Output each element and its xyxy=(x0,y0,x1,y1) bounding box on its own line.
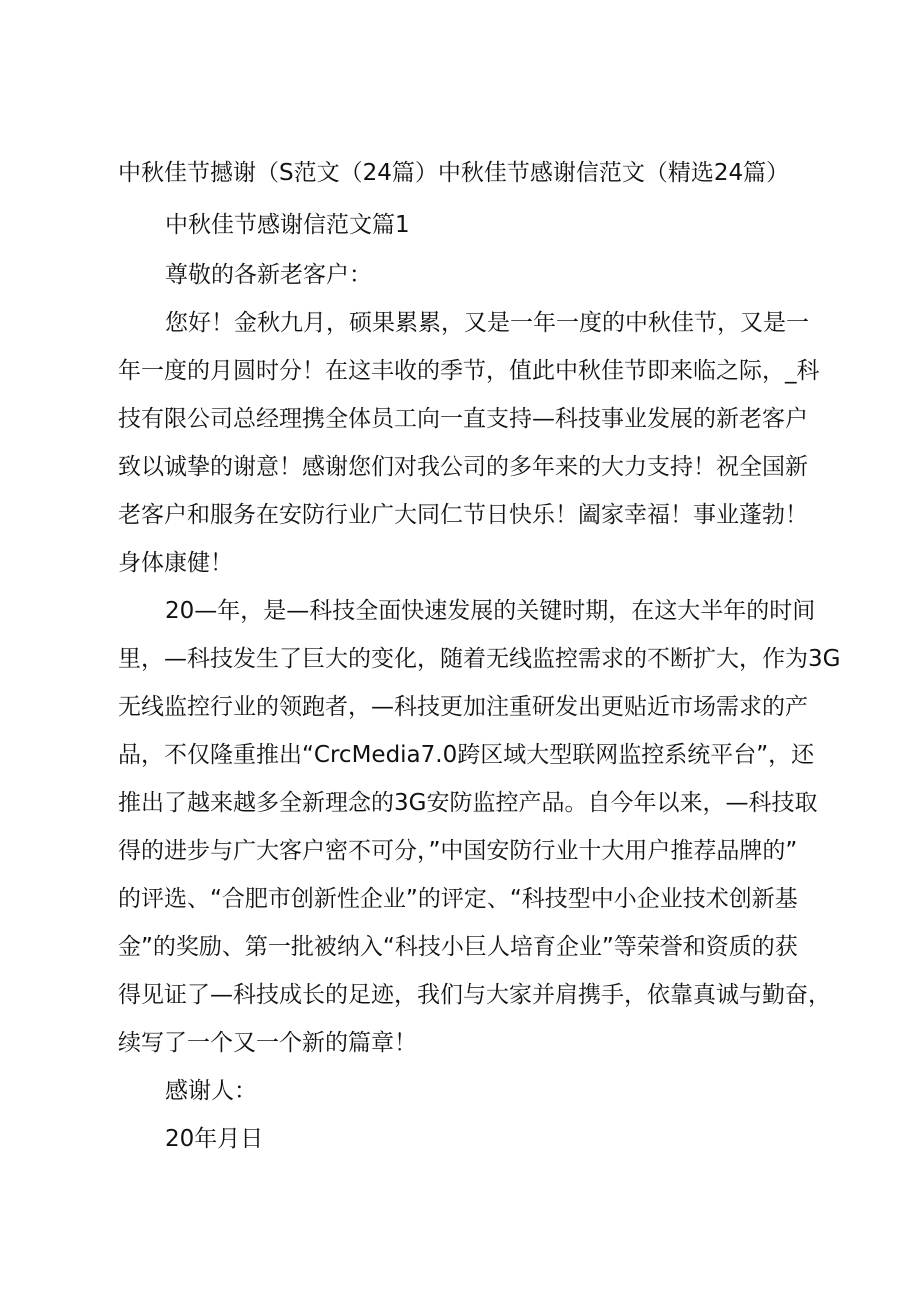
paragraph-line: 得见证了—科技成长的足迹，我们与大家并肩携手，依靠真诚与勤奋， xyxy=(118,982,831,1008)
paragraph-line: 技有限公司总经理携全体员工向一直支持—科技事业发展的新老客户 xyxy=(118,406,808,432)
paragraph-line: 20—年，是—科技全面快速发展的关键时期，在这大半年的时间 xyxy=(165,598,816,624)
salutation: 尊敬的各新老客户： xyxy=(165,262,372,288)
document-title: 中秋佳节撼谢（S范文（24篇）中秋佳节感谢信范文（精选24篇） xyxy=(118,160,790,186)
paragraph-line: 老客户和服务在安防行业广大同仁节日快乐！阖家幸福！事业蓬勃！ xyxy=(118,502,808,528)
paragraph-line: 无线监控行业的领跑者，—科技更加注重研发出更贴近市场需求的产 xyxy=(118,694,808,720)
document-subtitle: 中秋佳节感谢信范文篇1 xyxy=(165,212,410,238)
paragraph-line: 年一度的月圆时分！在这丰收的季节，值此中秋佳节即来临之际，_科 xyxy=(118,358,820,384)
paragraph-line: 续写了一个又一个新的篇章！ xyxy=(118,1030,417,1056)
paragraph-line: 里，—科技发生了巨大的变化，随着无线监控需求的不断扩大，作为3G xyxy=(118,646,841,672)
paragraph-line: 致以诚挚的谢意！感谢您们对我公司的多年来的大力支持！祝全国新 xyxy=(118,454,808,480)
signature-label: 感谢人： xyxy=(165,1078,257,1104)
paragraph-line: 金”的奖励、第一批被纳入“科技小巨人培育企业”等荣誉和资质的获 xyxy=(118,934,798,960)
paragraph-line: 得的进步与广大客户密不可分，”中国安防行业十大用户推荐品牌的” xyxy=(118,838,798,864)
date-line: 20年月日 xyxy=(165,1126,264,1152)
paragraph-line: 身体康健！ xyxy=(118,550,233,576)
paragraph-line: 品，不仅隆重推出“CrcMedia7.0跨区域大型联网监控系统平台”，还 xyxy=(118,742,815,768)
paragraph-line: 的评选、“合肥市创新性企业”的评定、“科技型中小企业技术创新基 xyxy=(118,886,798,912)
paragraph-line: 您好！金秋九月，硕果累累，又是一年一度的中秋佳节，又是一 xyxy=(165,310,809,336)
paragraph-line: 推出了越来越多全新理念的3G安防监控产品。自今年以来，—科技取 xyxy=(118,790,818,816)
